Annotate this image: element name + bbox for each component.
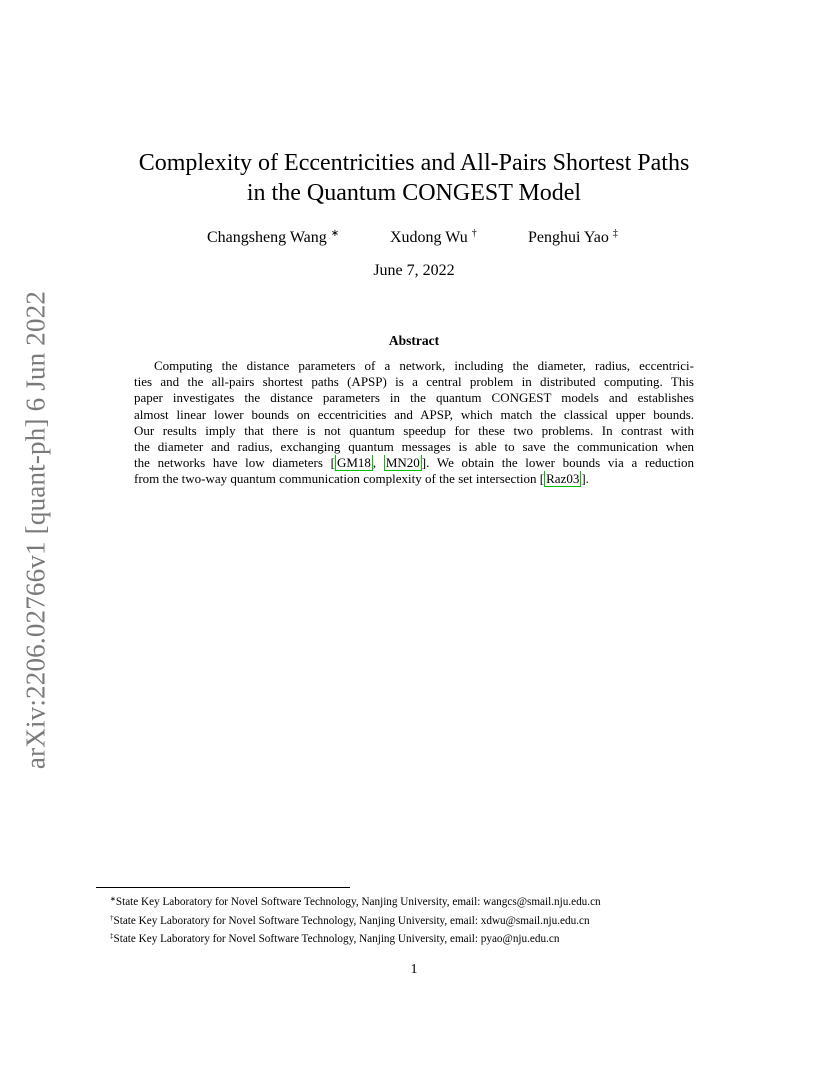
citation-link-gm18[interactable]: GM18 (336, 455, 371, 471)
footnote-3 (110, 929, 601, 948)
footnote-text: State Key Laboratory for Novel Software Technology, Nanjing University, email: wangcs@smail.nju.edu.cn (115, 896, 601, 908)
page-number: 1 (410, 962, 418, 977)
abstract-line: the diameter and radius, exchanging quantum messages is able to save the communication when (134, 439, 694, 455)
footnote-1 (110, 892, 601, 911)
footnotes (110, 892, 601, 948)
title-line-1: Complexity of Eccentricities and All-Pairs Shortest Paths (138, 150, 690, 176)
abstract-line: Our results imply that there is not quantum speedup for these two problems. In contrast with (134, 422, 694, 438)
author-footnote-mark[interactable]: ∗ (330, 228, 340, 239)
abstract-text-segment: ]. We obtain the lower bounds via a reduction (421, 455, 694, 471)
arxiv-identifier: arXiv:2206.02766v1 [quant-ph] 6 Jun 2022 (20, 290, 51, 770)
abstract-heading: Abstract (388, 333, 440, 348)
abstract-text-segment: the networks have low diameters [ (134, 455, 335, 471)
paper-title (0, 148, 828, 208)
author-name: Penghui Yao (528, 229, 609, 246)
author-name: Changsheng Wang (207, 229, 327, 246)
publication-date: June 7, 2022 (373, 262, 455, 279)
title-line-2: in the Quantum CONGEST Model (246, 180, 582, 206)
author-2 (390, 228, 477, 247)
footnote-divider (96, 887, 350, 888)
abstract-line (134, 471, 694, 487)
footnote-mark: ∗ (110, 895, 116, 903)
citation-link-raz03[interactable]: Raz03 (546, 471, 580, 487)
abstract-text-segment: ]. (581, 471, 589, 487)
author-1 (207, 228, 339, 247)
citation-link-mn20[interactable]: MN20 (385, 455, 420, 471)
footnote-text: State Key Laboratory for Novel Software Technology, Nanjing University, email: xdwu@smail.nju.edu.cn (113, 914, 590, 927)
abstract-line: ties and the all-pairs shortest paths (APSP) is a central problem in distributed computing. This (134, 374, 694, 390)
abstract-text (134, 358, 694, 488)
abstract-line (134, 455, 694, 471)
abstract-line: paper investigates the distance parameters in the quantum CONGEST models and establishes (134, 390, 694, 406)
author-3 (528, 228, 618, 247)
footnote-text: State Key Laboratory for Novel Software Technology, Nanjing University, email: pyao@nju.edu.cn (113, 933, 560, 945)
footnote-mark: ‡ (110, 932, 114, 940)
author-name: Xudong Wu (390, 229, 468, 246)
footnote-2 (110, 911, 601, 930)
author-footnote-mark[interactable]: † (471, 228, 477, 239)
abstract-line: almost linear lower bounds on eccentricities and APSP, which match the classical upper bounds. (134, 406, 694, 422)
abstract-text-segment: from the two-way quantum communication complexity of the set intersection [ (134, 471, 545, 487)
footnote-mark: † (110, 913, 114, 922)
abstract-text-segment: , (372, 455, 384, 471)
abstract-line: Computing the distance parameters of a network, including the diameter, radius, eccentrici- (154, 358, 694, 373)
author-footnote-mark[interactable]: ‡ (612, 228, 618, 239)
